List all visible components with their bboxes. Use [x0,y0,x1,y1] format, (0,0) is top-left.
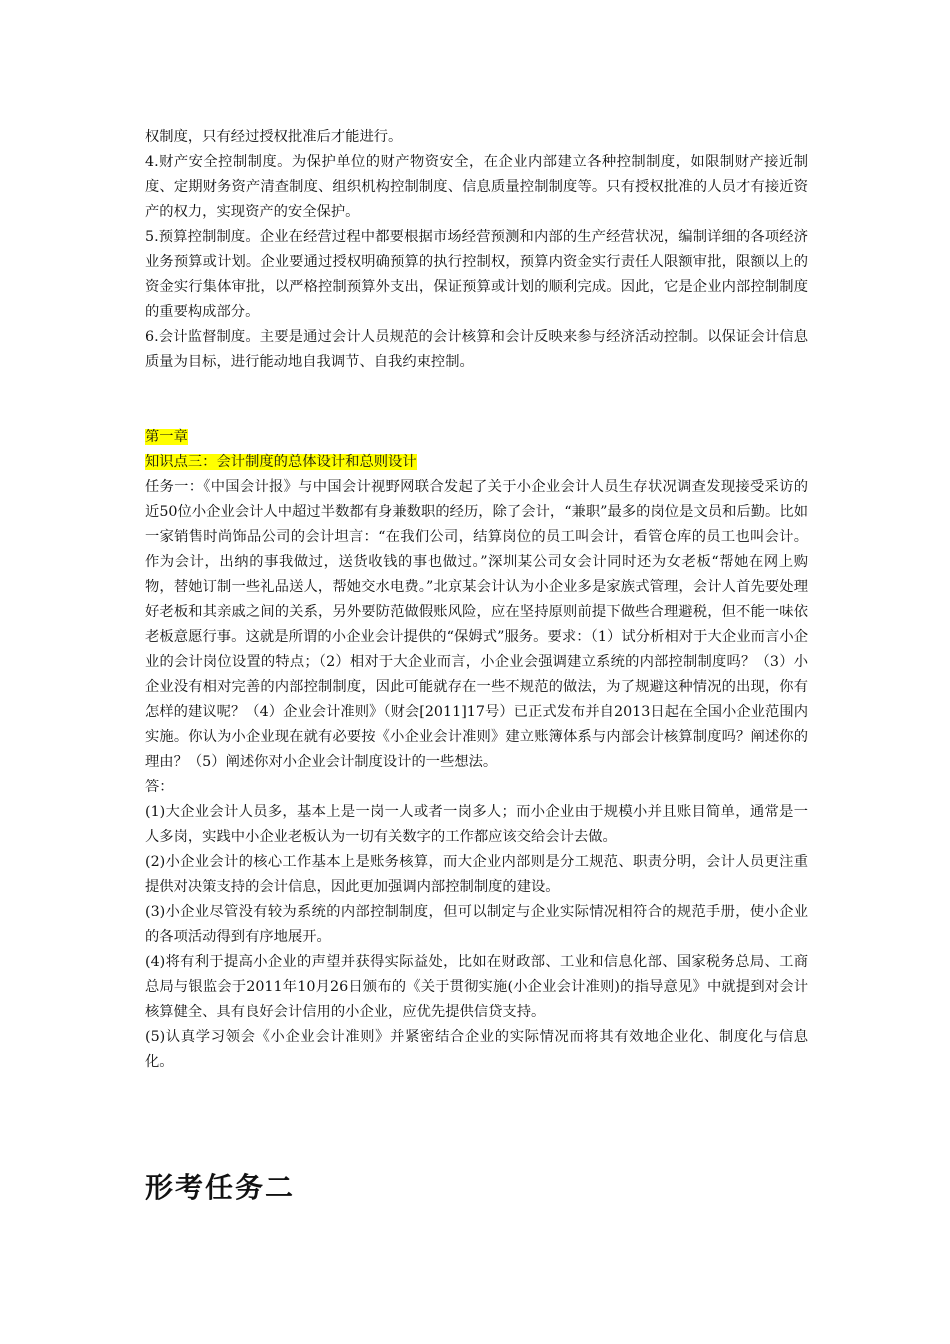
chapter-heading [145,425,808,450]
knowledge-point-label: 知识点三：会计制度的总体设计和总则设计 [145,454,417,470]
intro-paragraph: 5.预算控制制度。企业在经营过程中都要根据市场经营预测和内部的生产经营状况，编制详细的各项经济业务预算或计划。企业要通过授权明确预算的执行控制权，预算内资金实行责任人限额审批，限额以上的资金实行集体审批，以严格控制预算外支出，保证预算或计划的顺利完成。因此，它是企业内部控制制度的重要构成部分。 [145,229,808,320]
answer-item: (3)小企业尽管没有较为系统的内部控制制度，但可以制定与企业实际情况相符合的规范手册，使小企业的各项活动得到有序地展开。 [145,904,808,945]
chapter-label: 第一章 [145,429,188,445]
intro-paragraph: 权制度，只有经过授权批准后才能进行。 [145,129,403,145]
answer-item: (1)大企业会计人员多，基本上是一岗一人或者一岗多人；而小企业由于规模小并且账目简单，通常是一人多岗，实践中小企业老板认为一切有关数字的工作都应该交给会计去做。 [145,804,808,845]
answer-item: (4)将有利于提高小企业的声望并获得实际益处，比如在财政部、工业和信息化部、国家税务总局、工商总局与银监会于2011年10月26日颁布的《关于贯彻实施(小企业会计准则)的指导意见》中就提到对会计核算健全、具有良好会计信用的小企业，应优先提供信贷支持。 [145,954,808,1020]
answer-item: (5)认真学习领会《小企业会计准则》并紧密结合企业的实际情况而将其有效地企业化、制度化与信息化。 [145,1029,808,1070]
task-paragraph: 任务一：《中国会计报》与中国会计视野网联合发起了关于小企业会计人员生存状况调查发现接受采访的近50位小企业会计人中超过半数都有身兼数职的经历，除了会计，“兼职”最多的岗位是文员和后勤。比如一家销售时尚饰品公司的会计坦言：“在我们公司，结算岗位的员工叫会计，看管仓库的员工也叫会计。作为会计，出纳的事我做过，送货收钱的事也做过。”深圳某公司女会计同时还为女老板“帮她在网上购物，替她订制一些礼品送人，帮她交水电费。”北京某会计认为小企业多是家族式管理，会计人首先要处理好老板和其亲戚之间的关系，另外要防范做假账风险，应在坚持原则前提下做些合理避税，但不能一味依老板意愿行事。这就是所谓的小企业会计提供的“保姆式”服务。要求：（1）试分析相对于大企业而言小企业的会计岗位设置的特点；（2）相对于大企业而言，小企业会强调建立系统的内部控制制度吗？（3）小企业没有相对完善的内部控制制度，因此可能就存在一些不规范的做法，为了规避这种情况的出现，你有怎样的建议呢？（4）企业会计准则》（财会[2011]17号）已正式发布并自2013日起在全国小企业范围内实施。你认为小企业现在就有必要按《小企业会计准则》建立账簿体系与内部会计核算制度吗？阐述你的理由？（5）阐述你对小企业会计制度设计的一些想法。 [145,479,808,770]
answer-label: 答： [145,779,174,795]
intro-paragraph: 4.财产安全控制制度。为保护单位的财产物资安全，在企业内部建立各种控制制度，如限制财产接近制度、定期财务资产清查制度、组织机构控制制度、信息质量控制制度等。只有授权批准的人员才有接近资产的权力，实现资产的安全保护。 [145,154,808,220]
blank-spacer [145,375,808,425]
section-title: 形考任务二 [145,1171,296,1204]
intro-paragraph: 6.会计监督制度。主要是通过会计人员规范的会计核算和会计反映来参与经济活动控制。以保证会计信息质量为目标，进行能动地自我调节、自我约束控制。 [145,329,808,370]
knowledge-point-heading [145,450,808,475]
document-body [145,125,808,1075]
answer-item: (2)小企业会计的核心工作基本上是账务核算，而大企业内部则是分工规范、职责分明，会计人员更注重提供对决策支持的会计信息，因此更加强调内部控制制度的建设。 [145,854,808,895]
